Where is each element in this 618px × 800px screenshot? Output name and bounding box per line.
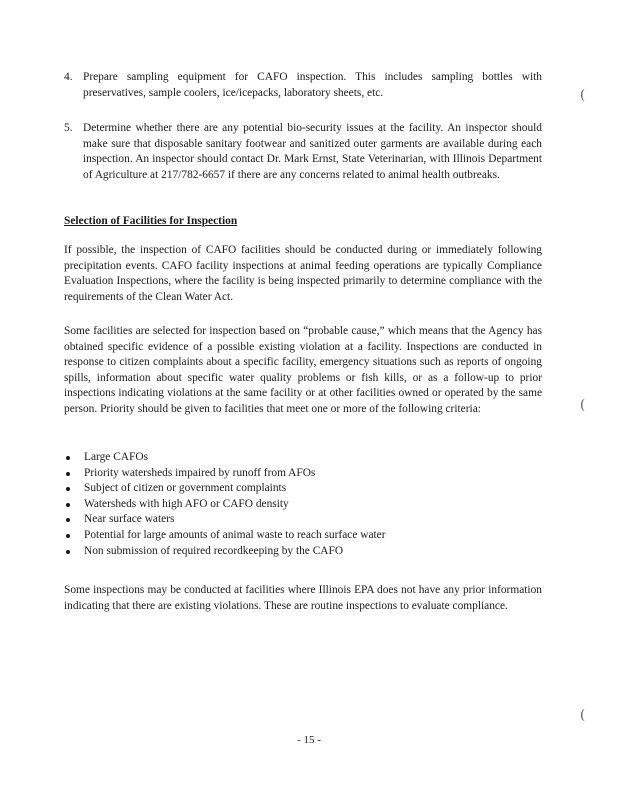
list-item: Watersheds with high AFO or CAFO density [64, 497, 386, 513]
paragraph-2: Some facilities are selected for inspection based on “probable cause,” which means that the Agency has obtained specific evidence of a possible existing violation at a facility. Inspections are conducted in response to citizen complaints about a specific facility, emergency situations such as reports of ongoing spills, information about specific water quality problems or fish kills, or as a follow-up to prior inspections indicating violations at the same facility or at other facilities owned or operated by the same person. Priority should be given to facilities that meet one or more of the following criteria: [64, 325, 542, 415]
closing-paragraph: Some inspections may be conducted at facilities where Illinois EPA does not have any prior information indicating that there are existing violations. These are routine inspections to evaluate compliance. [64, 584, 542, 612]
margin-mark: ( [580, 398, 586, 413]
item-text: Determine whether there are any potential bio-security issues at the facility. An inspector should make sure that disposable sanitary footwear and sanitized outer garments are available during each inspection. An inspector should contact Dr. Mark Ernst, State Veterinarian, with Illinois Department of Agriculture at 217/782-6657 if there are any concerns related to animal health outbreaks. [83, 122, 542, 181]
bullet-icon [66, 472, 70, 476]
list-item: Large CAFOs [64, 450, 386, 466]
list-item: Non submission of required recordkeeping by the CAFO [64, 544, 386, 560]
criteria-list [64, 450, 386, 559]
list-item: Potential for large amounts of animal waste to reach surface water [64, 528, 386, 544]
numbered-item-5 [64, 121, 542, 183]
bullet-icon [66, 534, 70, 538]
bullet-icon [66, 487, 70, 491]
bullet-icon [66, 456, 70, 460]
paragraph-1: If possible, the inspection of CAFO facilities should be conducted during or immediately following precipitation events. CAFO facility inspections at animal feeding operations are typically Compliance Evaluation Inspections, where the facility is being inspected primarily to determine compliance with the requirements of the Clean Water Act. [64, 244, 542, 303]
margin-mark: ( [580, 88, 586, 103]
bullet-icon [66, 503, 70, 507]
item-number: 4. [64, 71, 73, 83]
list-item: Priority watersheds impaired by runoff from AFOs [64, 466, 386, 482]
list-item: Near surface waters [64, 512, 386, 528]
numbered-item-4 [64, 70, 542, 101]
margin-mark: ( [580, 708, 586, 723]
bullet-icon [66, 550, 70, 554]
item-text: Prepare sampling equipment for CAFO inspection. This includes sampling bottles with preservatives, sample coolers, ice/icepacks, laboratory sheets, etc. [83, 71, 542, 99]
item-number: 5. [64, 122, 73, 134]
list-item: Subject of citizen or government complaints [64, 481, 386, 497]
section-heading: Selection of Facilities for Inspection [64, 215, 238, 227]
page-number: - 15 - [297, 734, 321, 746]
bullet-icon [66, 518, 70, 522]
